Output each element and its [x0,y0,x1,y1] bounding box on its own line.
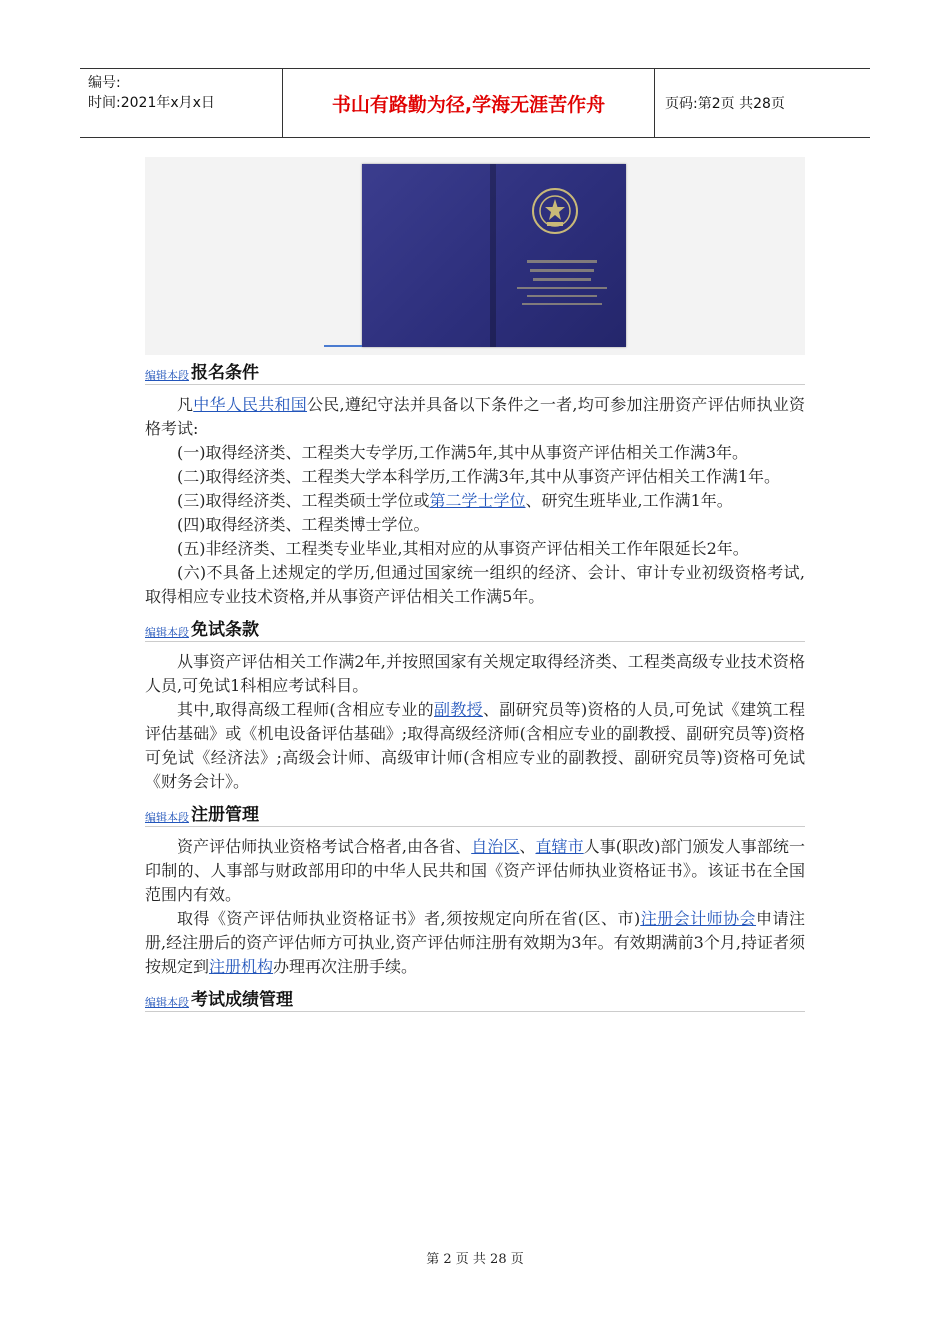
paragraph [145,393,805,441]
document-number-label: 编号: [88,75,121,91]
text-run: 申请注册,经注册后的资产评估师方可执业,资产评估师注册有效期为3年。有效期满前3个月,持证者须按规定到 [145,909,805,976]
edit-section-link[interactable]: 编辑本段 [145,369,189,382]
section-title: 考试成绩管理 [191,990,293,1010]
text-run: 凡 [177,395,194,414]
section-heading [145,800,805,827]
edit-section-link[interactable]: 编辑本段 [145,626,189,639]
text-run: 取得《资产评估师执业资格证书》者,须按规定向所在省(区、市) [177,909,641,928]
section-registration-conditions [145,358,805,609]
text-run: 、 [519,837,536,856]
link-prc[interactable]: 中华人民共和国 [193,395,308,414]
paragraph [145,698,805,794]
cover-line [533,278,591,281]
text-run: (三)取得经济类、工程类硕士学位或 [177,491,430,510]
section-exemption [145,615,805,794]
page-footer: 第 2 页 共 28 页 [426,1252,524,1267]
paragraph: (四)取得经济类、工程类博士学位。 [177,515,430,534]
link-associate-professor[interactable]: 副教授 [433,700,483,719]
edit-section-link[interactable]: 编辑本段 [145,996,189,1009]
cover-spine [490,164,496,347]
paragraph [145,489,805,513]
paragraph [145,907,805,979]
cover-text-block [512,260,612,311]
link-municipality[interactable]: 直辖市 [535,837,584,856]
cover-line [522,303,602,305]
link-autonomous-region[interactable]: 自治区 [471,837,520,856]
image-link-underline[interactable] [324,345,362,347]
edit-section-link[interactable]: 编辑本段 [145,811,189,824]
section-title: 报名条件 [191,363,259,383]
header-motto: 书山有路勤为径,学海无涯苦作舟 [283,69,655,137]
text-run: 其中,取得高级工程师(含相应专业的 [177,700,434,719]
text-run: 、副研究员等)资格的人员,可免试《建筑工程评估基础》或《机电设备评估基础》;取得高级经济师(含相应专业的副教授、副研究员等)资格可免试《经济法》;高级会计师、高级审计师(含相应专业的副教授、副研究员等)资格可免试《财务会计》。 [145,700,805,791]
link-second-bachelor[interactable]: 第二学士学位 [429,491,526,510]
text-run: 人事(职改)部门颁发人事部统一印制的、人事部与财政部用印的中华人民共和国《资产评估师执业资格证书》。该证书在全国范围内有效。 [145,837,805,904]
text-run: 、研究生班毕业,工作满1年。 [525,491,733,510]
paragraph: (一)取得经济类、工程类大专学历,工作满5年,其中从事资产评估相关工作满3年。 [177,443,749,462]
section-title: 免试条款 [191,620,259,640]
section-heading [145,985,805,1012]
document-time-label: 时间:2021年x月x日 [88,95,215,111]
paragraph: 从事资产评估相关工作满2年,并按照国家有关规定取得经济类、工程类高级专业技术资格人员,可免试1科相应考试科目。 [145,652,805,695]
paragraph [145,835,805,907]
page-header [80,68,870,138]
section-heading [145,615,805,642]
section-registration-management [145,800,805,979]
link-cpa-association[interactable]: 注册会计师协会 [640,909,757,928]
section-title: 注册管理 [191,805,259,825]
header-page-info: 页码:第2页 共28页 [665,96,785,112]
section-score-management [145,985,805,1012]
cover-line [527,295,597,297]
paragraph: (六)不具备上述规定的学历,但通过国家统一组织的经济、会计、审计专业初级资格考试,取得相应专业技术资格,并从事资产评估相关工作满5年。 [145,563,805,606]
cover-line [530,269,594,272]
national-emblem-icon [530,186,580,236]
section-heading [145,358,805,385]
article-body [145,358,805,1020]
text-run: 资产评估师执业资格考试合格者,由各省、 [177,837,472,856]
paragraph: (五)非经济类、工程类专业毕业,其相对应的从事资产评估相关工作年限延长2年。 [177,539,749,558]
paragraph: (二)取得经济类、工程类大学本科学历,工作满3年,其中从事资产评估相关工作满1年。 [177,467,781,486]
cover-line [517,287,607,289]
certificate-cover-image [362,164,626,347]
header-meta [80,69,283,137]
cover-line [527,260,597,263]
text-run: 公民,遵纪守法并具备以下条件之一者,均可参加注册资产评估师执业资格考试: [145,395,805,438]
text-run: 办理再次注册手续。 [273,957,418,976]
link-registration-agency[interactable]: 注册机构 [209,957,274,976]
